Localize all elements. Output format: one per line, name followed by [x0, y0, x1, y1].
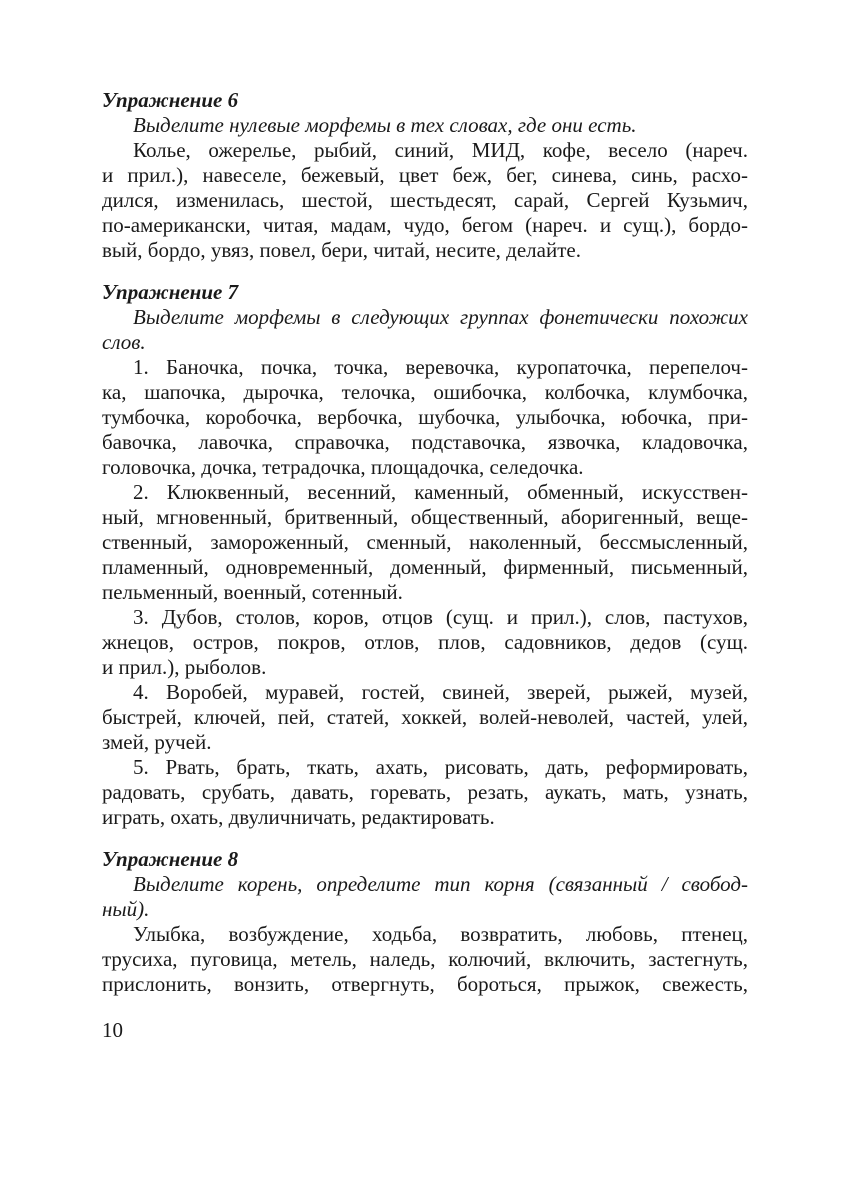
- instruction-line: Выделите морфемы в следующих группах фонетически похожих: [133, 305, 748, 329]
- text-line: 5. Рвать, брать, ткать, ахать, рисовать, дать, реформировать,: [133, 755, 748, 779]
- text-line: прислонить, вонзить, отвергнуть, бороться, прыжок, свежесть,: [102, 972, 748, 996]
- text-line: 1. Баночка, почка, точка, веревочка, куропаточка, перепелоч-: [133, 355, 748, 379]
- exercise-title: Упражнение 8: [102, 847, 239, 871]
- instruction-line: Выделите нулевые морфемы в тех словах, где они есть.: [133, 113, 637, 137]
- text-line: быстрей, ключей, пей, статей, хоккей, волей-неволей, частей, улей,: [102, 705, 748, 729]
- text-line: бавочка, лавочка, справочка, подставочка, язвочка, кладовочка,: [102, 430, 748, 454]
- text-line: головочка, дочка, тетрадочка, площадочка, селедочка.: [102, 455, 584, 479]
- text-line: по-американски, читая, мадам, чудо, бегом (нареч. и сущ.), бордо-: [102, 213, 748, 237]
- exercise-title: Упражнение 7: [102, 280, 239, 304]
- exercise: [102, 847, 748, 997]
- text-line: радовать, срубать, давать, горевать, резать, аукать, мать, узнать,: [102, 780, 748, 804]
- exercise-title: Упражнение 6: [102, 88, 239, 112]
- exercise: [102, 280, 748, 830]
- text-line: 4. Воробей, муравей, гостей, свиней, зверей, рыжей, музей,: [133, 680, 748, 704]
- text-line: тумбочка, коробочка, вербочка, шубочка, улыбочка, юбочка, при-: [102, 405, 748, 429]
- text-line: и прил.), рыболов.: [102, 655, 267, 679]
- text-line: Колье, ожерелье, рыбий, синий, МИД, кофе, весело (нареч.: [133, 138, 748, 162]
- text-line: трусиха, пуговица, метель, наледь, колючий, включить, застегнуть,: [102, 947, 748, 971]
- text-line: змей, ручей.: [102, 730, 212, 754]
- text-line: играть, охать, двуличничать, редактировать.: [102, 805, 495, 829]
- text-line: Улыбка, возбуждение, ходьба, возвратить, любовь, птенец,: [133, 922, 748, 946]
- text-line: дился, изменилась, шестой, шестьдесят, сарай, Сергей Кузьмич,: [102, 188, 748, 212]
- text-line: ственный, замороженный, сменный, наколенный, бессмысленный,: [102, 530, 748, 554]
- text-line: 2. Клюквенный, весенний, каменный, обменный, искусствен-: [133, 480, 748, 504]
- page-content: [102, 88, 748, 997]
- text-line: пламенный, одновременный, доменный, фирменный, письменный,: [102, 555, 748, 579]
- text-line: 3. Дубов, столов, коров, отцов (сущ. и прил.), слов, пастухов,: [133, 605, 748, 629]
- text-line: ка, шапочка, дырочка, телочка, ошибочка, колбочка, клумбочка,: [102, 380, 748, 404]
- page-number: 10: [102, 1018, 123, 1042]
- exercise: [102, 88, 748, 263]
- text-line: вый, бордо, увяз, повел, бери, читай, несите, делайте.: [102, 238, 581, 262]
- instruction-line: Выделите корень, определите тип корня (связанный / свобод-: [133, 872, 748, 896]
- instruction-line: ный).: [102, 897, 150, 921]
- text-line: и прил.), навеселе, бежевый, цвет беж, бег, синева, синь, расхо-: [102, 163, 748, 187]
- text-line: пельменный, военный, сотенный.: [102, 580, 403, 604]
- instruction-line: слов.: [102, 330, 146, 354]
- text-line: жнецов, остров, покров, отлов, плов, садовников, дедов (сущ.: [102, 630, 748, 654]
- text-line: ный, мгновенный, бритвенный, общественный, аборигенный, веще-: [102, 505, 748, 529]
